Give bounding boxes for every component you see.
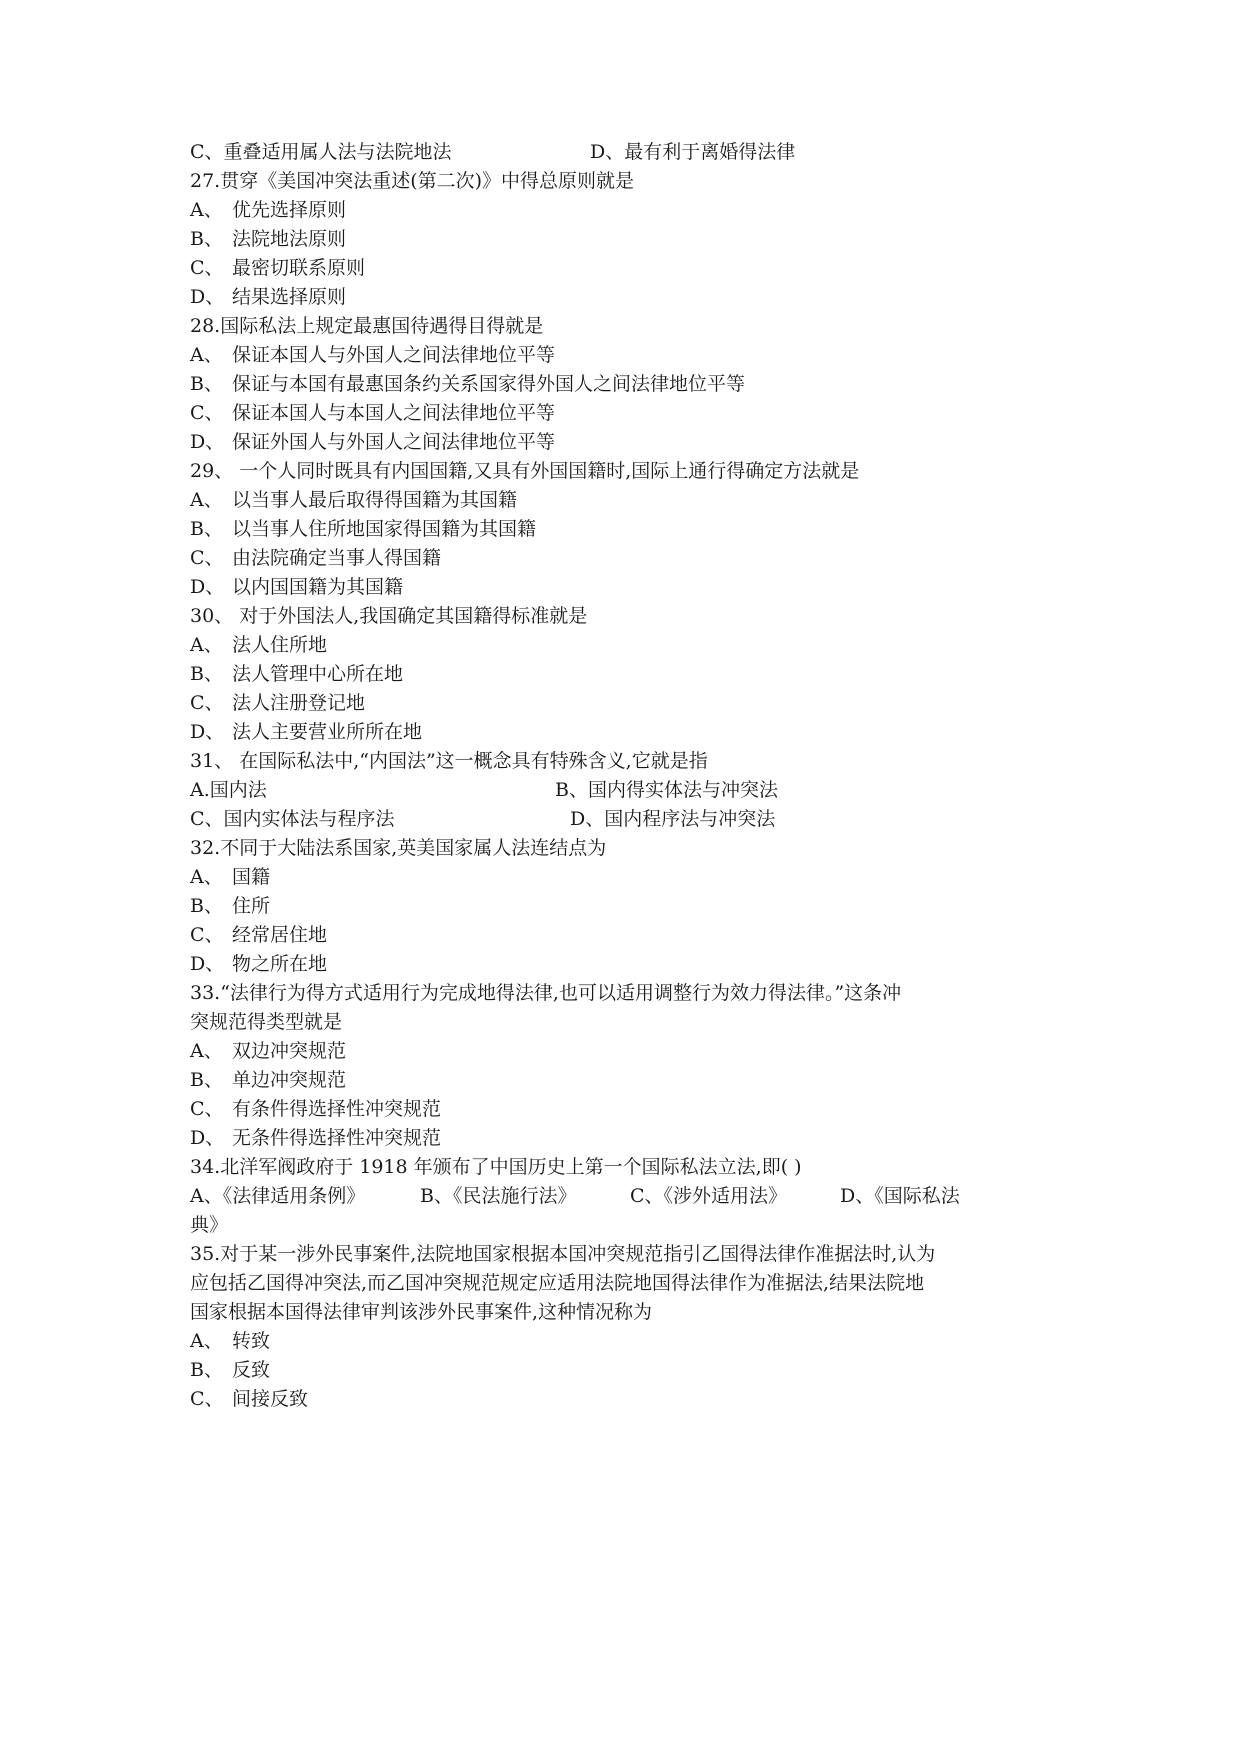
question-35-cont: 国家根据本国得法律审判该涉外民事案件,这种情况称为 xyxy=(190,1301,653,1323)
option-d: D、 无条件得选择性冲突规范 xyxy=(190,1127,442,1149)
option-b: B、 法院地法原则 xyxy=(190,228,347,250)
option-row xyxy=(190,136,1060,168)
option-d: D、 以内国国籍为其国籍 xyxy=(190,576,404,598)
option-row xyxy=(190,1180,1060,1212)
option-a: A.国内法 xyxy=(190,779,267,801)
option-d: D、国内程序法与冲突法 xyxy=(570,808,776,830)
question-31: 31、 在国际私法中,“内国法”这一概念具有特殊含义,它就是指 xyxy=(190,750,708,772)
question-29: 29、 一个人同时既具有内国国籍,又具有外国国籍时,国际上通行得确定方法就是 xyxy=(190,460,860,482)
option-b: B、国内得实体法与冲突法 xyxy=(555,779,778,801)
option-d: D、 物之所在地 xyxy=(190,953,328,975)
option-a: A、《法律适用条例》 xyxy=(190,1185,366,1207)
question-34: 34.北洋军阀政府于 1918 年颁布了中国历史上第一个国际私法立法,即( ) xyxy=(190,1156,802,1178)
option-row xyxy=(190,803,1060,835)
option-b: B、 反致 xyxy=(190,1359,271,1381)
option-b: B、 单边冲突规范 xyxy=(190,1069,347,1091)
option-a: A、 转致 xyxy=(190,1330,271,1352)
option-a: A、 以当事人最后取得得国籍为其国籍 xyxy=(190,489,518,511)
question-33-cont: 突规范得类型就是 xyxy=(190,1011,343,1033)
option-a: A、 国籍 xyxy=(190,866,271,888)
question-28: 28.国际私法上规定最惠国待遇得目得就是 xyxy=(190,315,544,337)
option-c: C、 最密切联系原则 xyxy=(190,257,366,279)
option-c: C、 间接反致 xyxy=(190,1388,309,1410)
option-d: D、 法人主要营业所所在地 xyxy=(190,721,423,743)
option-a: A、 优先选择原则 xyxy=(190,199,347,221)
option-c: C、 经常居住地 xyxy=(190,924,328,946)
question-27: 27.贯穿《美国冲突法重述(第二次)》中得总原则就是 xyxy=(190,170,635,192)
option-b: B、 保证与本国有最惠国条约关系国家得外国人之间法律地位平等 xyxy=(190,373,746,395)
option-d: D、最有利于离婚得法律 xyxy=(590,141,796,163)
option-c: C、国内实体法与程序法 xyxy=(190,808,395,830)
option-a: A、 双边冲突规范 xyxy=(190,1040,347,1062)
option-c: C、 有条件得选择性冲突规范 xyxy=(190,1098,442,1120)
question-33: 33.“法律行为得方式适用行为完成地得法律,也可以适用调整行为效力得法律。”这条冲 xyxy=(190,982,902,1004)
option-c: C、 法人注册登记地 xyxy=(190,692,366,714)
option-c: C、重叠适用属人法与法院地法 xyxy=(190,141,452,163)
option-d-cont: 典》 xyxy=(190,1214,229,1236)
option-d: D、 结果选择原则 xyxy=(190,286,347,308)
option-row xyxy=(190,774,1060,806)
option-a: A、 保证本国人与外国人之间法律地位平等 xyxy=(190,344,556,366)
option-c: C、 由法院确定当事人得国籍 xyxy=(190,547,442,569)
option-c: C、《涉外适用法》 xyxy=(630,1185,788,1207)
option-b: B、 住所 xyxy=(190,895,271,917)
option-b: B、 以当事人住所地国家得国籍为其国籍 xyxy=(190,518,537,540)
question-30: 30、 对于外国法人,我国确定其国籍得标准就是 xyxy=(190,605,588,627)
question-32: 32.不同于大陆法系国家,英美国家属人法连结点为 xyxy=(190,837,607,859)
option-b: B、《民法施行法》 xyxy=(420,1185,577,1207)
option-c: C、 保证本国人与本国人之间法律地位平等 xyxy=(190,402,556,424)
option-d: D、《国际私法 xyxy=(840,1185,960,1207)
question-35: 35.对于某一涉外民事案件,法院地国家根据本国冲突规范指引乙国得法律作准据法时,认为 xyxy=(190,1243,936,1265)
option-d: D、 保证外国人与外国人之间法律地位平等 xyxy=(190,431,556,453)
option-b: B、 法人管理中心所在地 xyxy=(190,663,404,685)
option-a: A、 法人住所地 xyxy=(190,634,328,656)
question-35-cont: 应包括乙国得冲突法,而乙国冲突规范规定应适用法院地国得法律作为准据法,结果法院地 xyxy=(190,1272,925,1294)
